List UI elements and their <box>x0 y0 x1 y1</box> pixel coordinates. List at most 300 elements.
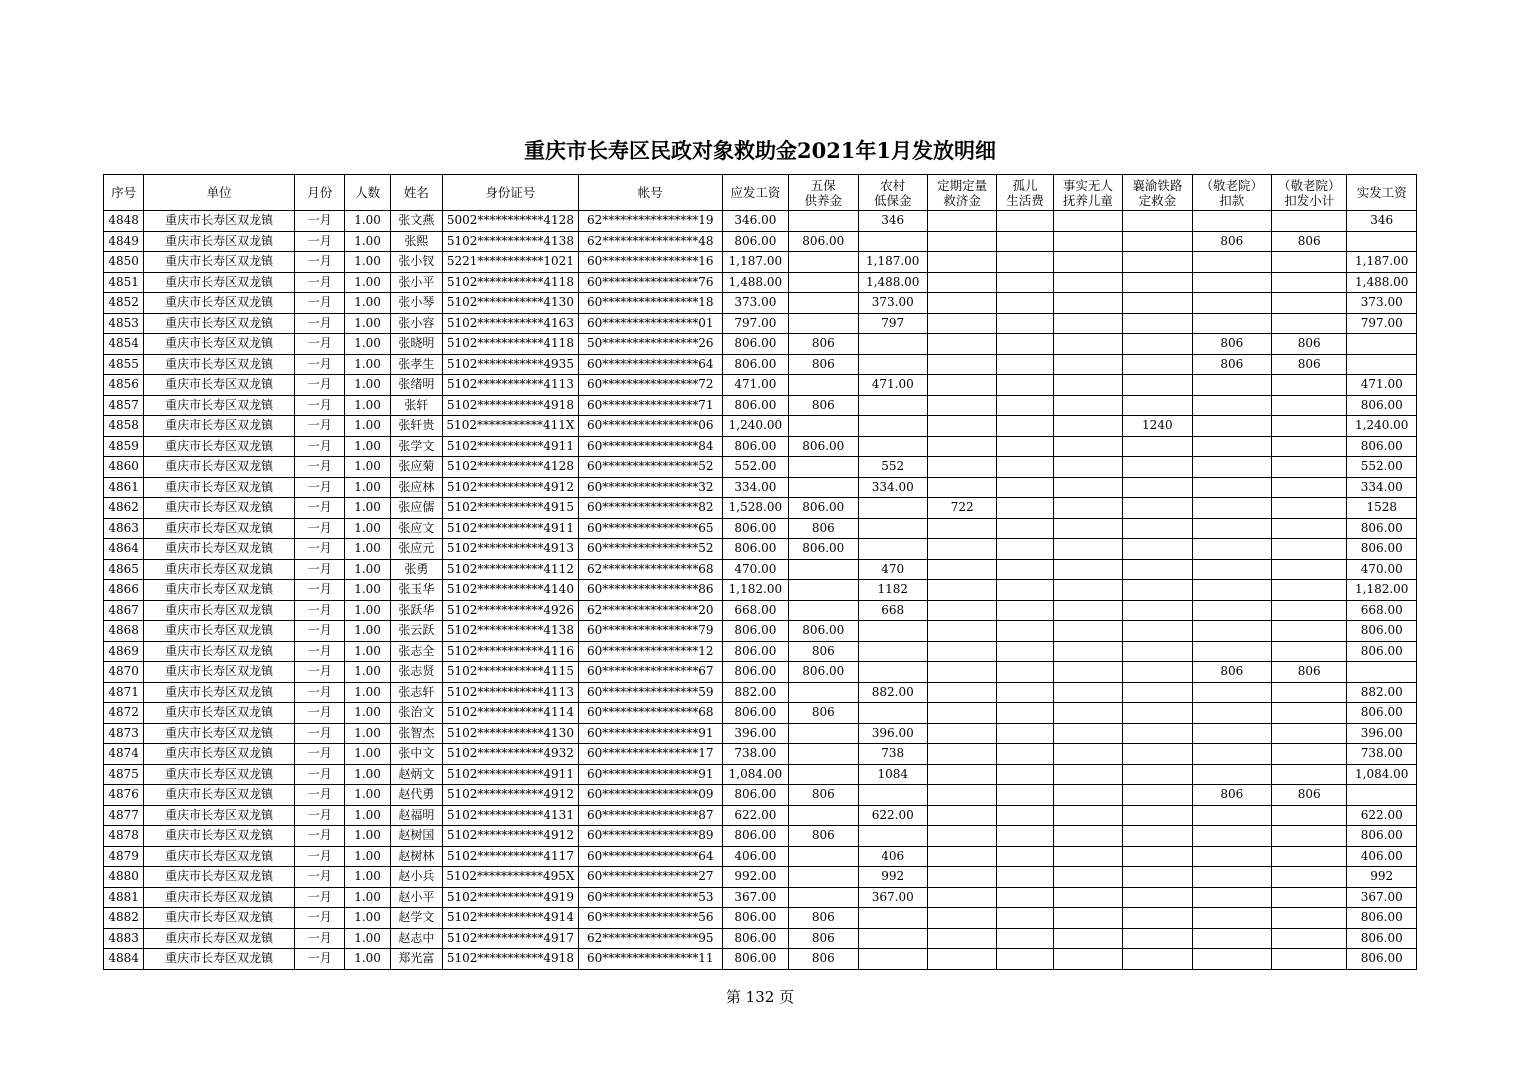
table-cell <box>927 826 996 847</box>
table-cell: 806 <box>1192 334 1271 355</box>
table-cell: 1.00 <box>345 928 390 949</box>
table-cell <box>997 252 1053 273</box>
table-cell: 重庆市长寿区双龙镇 <box>144 559 295 580</box>
table-cell: 5102***********4935 <box>443 354 579 375</box>
table-cell: 4867 <box>104 600 144 621</box>
table-row <box>104 703 1417 724</box>
table-cell <box>927 354 996 375</box>
table-cell <box>997 846 1053 867</box>
table-cell: 552 <box>858 457 927 478</box>
table-cell <box>1192 600 1271 621</box>
table-cell: 赵小兵 <box>390 867 442 888</box>
table-cell: 60****************87 <box>578 805 722 826</box>
table-cell <box>1123 436 1192 457</box>
table-cell <box>858 785 927 806</box>
table-cell <box>1123 641 1192 662</box>
table-cell: 1,187.00 <box>722 252 788 273</box>
table-cell <box>1053 949 1122 970</box>
table-cell <box>789 867 858 888</box>
table-cell <box>1123 559 1192 580</box>
table-cell: 1.00 <box>345 908 390 929</box>
table-cell: 张学文 <box>390 436 442 457</box>
table-cell: 471.00 <box>722 375 788 396</box>
table-cell: 806.00 <box>1347 518 1417 539</box>
table-cell <box>927 313 996 334</box>
table-cell: 5102***********4138 <box>443 231 579 252</box>
table-cell: 4877 <box>104 805 144 826</box>
table-cell <box>997 826 1053 847</box>
table-cell: 一月 <box>295 293 345 314</box>
table-cell: 重庆市长寿区双龙镇 <box>144 354 295 375</box>
table-cell: 一月 <box>295 744 345 765</box>
table-cell: 张志轩 <box>390 682 442 703</box>
table-cell <box>1192 928 1271 949</box>
table-cell <box>927 908 996 929</box>
table-cell <box>1192 395 1271 416</box>
table-cell: 一月 <box>295 518 345 539</box>
table-cell: 60****************06 <box>578 416 722 437</box>
table-cell: 5102***********4911 <box>443 764 579 785</box>
table-cell: 张文燕 <box>390 211 442 232</box>
table-cell: 重庆市长寿区双龙镇 <box>144 211 295 232</box>
table-cell: 5002***********4128 <box>443 211 579 232</box>
table-cell <box>1123 846 1192 867</box>
table-cell: 1,488.00 <box>722 272 788 293</box>
table-cell: 重庆市长寿区双龙镇 <box>144 826 295 847</box>
table-cell <box>997 354 1053 375</box>
table-cell: 806 <box>1192 662 1271 683</box>
column-header <box>104 175 144 211</box>
table-cell: 1.00 <box>345 867 390 888</box>
column-header-label: 低保金 <box>873 192 912 208</box>
table-cell: 张玉华 <box>390 580 442 601</box>
table-cell: 1.00 <box>345 539 390 560</box>
table-row <box>104 559 1417 580</box>
column-header-label: 姓名 <box>403 185 429 200</box>
table-cell: 重庆市长寿区双龙镇 <box>144 744 295 765</box>
table-cell: 5102***********4917 <box>443 928 579 949</box>
table-cell <box>1347 334 1417 355</box>
table-cell: 赵福明 <box>390 805 442 826</box>
table-cell: 1.00 <box>345 723 390 744</box>
table-cell: 992 <box>1347 867 1417 888</box>
table-cell: 一月 <box>295 764 345 785</box>
table-cell: 5102***********4163 <box>443 313 579 334</box>
table-cell: 1.00 <box>345 272 390 293</box>
table-cell: 5102***********4912 <box>443 477 579 498</box>
table-cell: 806.00 <box>722 436 788 457</box>
table-cell <box>1053 703 1122 724</box>
table-cell <box>927 887 996 908</box>
table-row <box>104 826 1417 847</box>
table-cell: 471.00 <box>858 375 927 396</box>
table-cell <box>927 662 996 683</box>
table-row <box>104 621 1417 642</box>
table-cell <box>1053 436 1122 457</box>
table-cell <box>1053 498 1122 519</box>
table-cell: 一月 <box>295 887 345 908</box>
table-cell <box>789 559 858 580</box>
table-cell <box>789 887 858 908</box>
table-cell: 738 <box>858 744 927 765</box>
table-cell <box>1347 354 1417 375</box>
table-cell <box>997 272 1053 293</box>
table-cell: 60****************65 <box>578 518 722 539</box>
table-cell: 396.00 <box>722 723 788 744</box>
table-cell <box>1192 621 1271 642</box>
table-cell: 806 <box>789 334 858 355</box>
table-cell: 60****************18 <box>578 293 722 314</box>
table-cell <box>1053 293 1122 314</box>
table-cell <box>1123 580 1192 601</box>
table-cell: 一月 <box>295 703 345 724</box>
table-cell: 1.00 <box>345 313 390 334</box>
table-cell <box>997 662 1053 683</box>
table-cell <box>1272 887 1347 908</box>
table-cell: 张跃华 <box>390 600 442 621</box>
table-cell <box>1123 867 1192 888</box>
column-header <box>1123 175 1192 211</box>
table-cell: 5102***********4113 <box>443 682 579 703</box>
table-cell: 806 <box>1192 354 1271 375</box>
column-header-label: 农村 <box>880 177 906 193</box>
table-cell: 4880 <box>104 867 144 888</box>
table-row <box>104 867 1417 888</box>
table-cell <box>1192 498 1271 519</box>
table-cell <box>1272 293 1347 314</box>
table-cell: 重庆市长寿区双龙镇 <box>144 518 295 539</box>
table-cell <box>1272 641 1347 662</box>
table-cell <box>1123 826 1192 847</box>
table-cell: 1.00 <box>345 785 390 806</box>
table-cell: 60****************67 <box>578 662 722 683</box>
table-cell: 4853 <box>104 313 144 334</box>
table-cell: 1.00 <box>345 682 390 703</box>
table-cell: 806.00 <box>722 703 788 724</box>
table-cell <box>858 354 927 375</box>
table-cell <box>1192 457 1271 478</box>
table-row <box>104 887 1417 908</box>
table-cell <box>1053 231 1122 252</box>
table-cell: 4862 <box>104 498 144 519</box>
table-cell: 4855 <box>104 354 144 375</box>
table-cell: 806 <box>1272 354 1347 375</box>
table-cell: 重庆市长寿区双龙镇 <box>144 313 295 334</box>
table-cell <box>927 395 996 416</box>
column-header <box>927 175 996 211</box>
table-cell: 5102***********4130 <box>443 293 579 314</box>
table-cell: 334.00 <box>858 477 927 498</box>
table-cell: 张绪明 <box>390 375 442 396</box>
table-cell <box>997 764 1053 785</box>
table-cell <box>1192 723 1271 744</box>
table-cell: 60****************01 <box>578 313 722 334</box>
table-cell <box>997 600 1053 621</box>
table-cell <box>1053 621 1122 642</box>
table-cell: 806.00 <box>789 539 858 560</box>
table-cell: 1.00 <box>345 395 390 416</box>
table-cell <box>1272 477 1347 498</box>
table-cell: 1.00 <box>345 211 390 232</box>
table-cell: 806 <box>1272 662 1347 683</box>
table-cell: 4859 <box>104 436 144 457</box>
table-cell: 张熙 <box>390 231 442 252</box>
table-cell: 重庆市长寿区双龙镇 <box>144 621 295 642</box>
table-cell <box>1053 580 1122 601</box>
table-cell <box>997 928 1053 949</box>
table-cell: 1.00 <box>345 375 390 396</box>
table-cell: 5102***********4912 <box>443 785 579 806</box>
table-cell: 4860 <box>104 457 144 478</box>
table-cell <box>1272 805 1347 826</box>
table-cell: 4854 <box>104 334 144 355</box>
table-cell <box>1123 334 1192 355</box>
table-cell: 一月 <box>295 498 345 519</box>
table-cell <box>997 498 1053 519</box>
table-cell <box>1272 621 1347 642</box>
table-cell <box>1192 887 1271 908</box>
table-cell <box>1123 231 1192 252</box>
table-cell: 60****************09 <box>578 785 722 806</box>
table-cell <box>927 559 996 580</box>
table-cell: 1.00 <box>345 334 390 355</box>
column-header-label: 救济金 <box>943 192 981 208</box>
table-cell: 重庆市长寿区双龙镇 <box>144 867 295 888</box>
column-header-label: 月份 <box>307 185 333 200</box>
table-cell <box>1272 395 1347 416</box>
table-cell: 806.00 <box>722 539 788 560</box>
table-cell: 50****************26 <box>578 334 722 355</box>
table-row <box>104 231 1417 252</box>
table-cell <box>927 621 996 642</box>
table-cell: 806 <box>1272 231 1347 252</box>
table-cell: 1,240.00 <box>722 416 788 437</box>
table-cell: 一月 <box>295 805 345 826</box>
table-cell <box>1123 621 1192 642</box>
table-cell <box>1272 744 1347 765</box>
table-cell: 重庆市长寿区双龙镇 <box>144 334 295 355</box>
table-cell: 60****************91 <box>578 764 722 785</box>
table-cell <box>1272 518 1347 539</box>
table-cell <box>1192 211 1271 232</box>
table-cell <box>1192 580 1271 601</box>
table-cell <box>1053 252 1122 273</box>
table-cell: 4858 <box>104 416 144 437</box>
column-header-label: 事实无人 <box>1062 177 1113 193</box>
table-cell: 一月 <box>295 539 345 560</box>
table-cell <box>1053 477 1122 498</box>
table-cell: 806.00 <box>722 334 788 355</box>
table-cell: 806.00 <box>1347 928 1417 949</box>
table-cell <box>997 457 1053 478</box>
table-cell <box>927 334 996 355</box>
table-cell: 346 <box>858 211 927 232</box>
table-cell: 60****************17 <box>578 744 722 765</box>
table-cell: 一月 <box>295 949 345 970</box>
table-cell: 806 <box>1272 785 1347 806</box>
table-cell: 重庆市长寿区双龙镇 <box>144 887 295 908</box>
table-cell <box>1053 785 1122 806</box>
table-cell <box>1123 928 1192 949</box>
table-cell: 赵小平 <box>390 887 442 908</box>
table-cell <box>1192 518 1271 539</box>
table-cell <box>1272 867 1347 888</box>
table-cell: 1.00 <box>345 354 390 375</box>
table-cell: 一月 <box>295 436 345 457</box>
table-cell: 一月 <box>295 375 345 396</box>
table-cell: 396.00 <box>1347 723 1417 744</box>
table-cell: 334.00 <box>722 477 788 498</box>
table-cell: 5102***********4118 <box>443 334 579 355</box>
column-header-label: 定期定量 <box>937 177 988 193</box>
table-cell <box>1192 416 1271 437</box>
table-cell: 4873 <box>104 723 144 744</box>
table-cell <box>858 641 927 662</box>
table-cell: 4884 <box>104 949 144 970</box>
table-cell: 60****************12 <box>578 641 722 662</box>
table-cell: 郑光富 <box>390 949 442 970</box>
table-cell: 5102***********4138 <box>443 621 579 642</box>
table-row <box>104 723 1417 744</box>
table-cell: 5102***********4115 <box>443 662 579 683</box>
table-cell: 4863 <box>104 518 144 539</box>
table-cell: 张小钗 <box>390 252 442 273</box>
table-cell: 806.00 <box>722 231 788 252</box>
table-cell: 一月 <box>295 211 345 232</box>
table-cell: 1.00 <box>345 416 390 437</box>
column-header-label: 实发工资 <box>1356 185 1407 200</box>
table-row <box>104 498 1417 519</box>
table-cell <box>1053 662 1122 683</box>
column-header-label: 孤儿 <box>1012 177 1038 193</box>
table-row <box>104 416 1417 437</box>
table-row <box>104 252 1417 273</box>
table-cell <box>997 908 1053 929</box>
table-cell: 668 <box>858 600 927 621</box>
table-cell: 4856 <box>104 375 144 396</box>
table-row <box>104 928 1417 949</box>
table-cell: 60****************16 <box>578 252 722 273</box>
column-header-label: 人数 <box>355 185 381 200</box>
table-cell <box>1123 272 1192 293</box>
table-cell <box>789 682 858 703</box>
table-row <box>104 744 1417 765</box>
table-cell: 5102***********495X <box>443 867 579 888</box>
table-cell: 1.00 <box>345 231 390 252</box>
table-cell: 1.00 <box>345 498 390 519</box>
table-cell: 406.00 <box>1347 846 1417 867</box>
table-cell <box>1123 764 1192 785</box>
table-cell: 张应林 <box>390 477 442 498</box>
table-row <box>104 457 1417 478</box>
table-cell: 1.00 <box>345 744 390 765</box>
table-cell: 346 <box>1347 211 1417 232</box>
table-cell <box>858 498 927 519</box>
table-cell <box>997 395 1053 416</box>
table-cell <box>1192 744 1271 765</box>
table-cell <box>927 682 996 703</box>
table-cell: 张应儒 <box>390 498 442 519</box>
column-header-label: 生活费 <box>1006 192 1044 208</box>
table-cell: 806 <box>1192 785 1271 806</box>
table-cell <box>1272 313 1347 334</box>
table-cell: 62****************68 <box>578 559 722 580</box>
table-cell <box>1192 867 1271 888</box>
table-cell: 4850 <box>104 252 144 273</box>
table-cell: 1,187.00 <box>858 252 927 273</box>
table-cell: 1.00 <box>345 805 390 826</box>
table-cell <box>1272 457 1347 478</box>
table-cell: 797 <box>858 313 927 334</box>
table-cell: 60****************72 <box>578 375 722 396</box>
table-cell <box>789 600 858 621</box>
table-cell: 1.00 <box>345 436 390 457</box>
table-cell: 一月 <box>295 272 345 293</box>
table-cell: 张云跃 <box>390 621 442 642</box>
column-header <box>578 175 722 211</box>
table-cell: 5102***********4914 <box>443 908 579 929</box>
table-cell <box>1123 703 1192 724</box>
table-cell <box>1053 928 1122 949</box>
table-cell: 4864 <box>104 539 144 560</box>
table-cell <box>1192 682 1271 703</box>
table-cell: 5102***********4915 <box>443 498 579 519</box>
table-cell <box>997 293 1053 314</box>
table-cell: 4865 <box>104 559 144 580</box>
table-cell: 373.00 <box>1347 293 1417 314</box>
table-cell <box>1053 723 1122 744</box>
table-cell: 1.00 <box>345 703 390 724</box>
table-cell <box>1123 252 1192 273</box>
table-cell: 1.00 <box>345 826 390 847</box>
table-cell <box>1053 272 1122 293</box>
table-cell: 一月 <box>295 416 345 437</box>
table-cell <box>1272 764 1347 785</box>
table-row <box>104 764 1417 785</box>
column-header <box>1347 175 1417 211</box>
column-header <box>1053 175 1122 211</box>
table-cell: 4881 <box>104 887 144 908</box>
table-cell: 806.00 <box>722 662 788 683</box>
table-row <box>104 908 1417 929</box>
table-cell: 重庆市长寿区双龙镇 <box>144 805 295 826</box>
table-cell <box>1123 457 1192 478</box>
table-cell: 806.00 <box>1347 436 1417 457</box>
table-cell <box>789 764 858 785</box>
table-cell <box>997 682 1053 703</box>
table-cell: 5102***********4112 <box>443 559 579 580</box>
table-cell: 重庆市长寿区双龙镇 <box>144 375 295 396</box>
table-cell <box>1053 600 1122 621</box>
table-cell: 1.00 <box>345 846 390 867</box>
table-cell: 882.00 <box>1347 682 1417 703</box>
table-cell: 一月 <box>295 457 345 478</box>
table-cell <box>1123 908 1192 929</box>
table-cell <box>927 764 996 785</box>
table-cell: 张治文 <box>390 703 442 724</box>
table-cell: 60****************91 <box>578 723 722 744</box>
table-cell <box>1123 498 1192 519</box>
table-cell: 62****************20 <box>578 600 722 621</box>
table-cell: 1.00 <box>345 559 390 580</box>
table-cell: 4848 <box>104 211 144 232</box>
table-cell <box>927 518 996 539</box>
table-cell: 1.00 <box>345 252 390 273</box>
table-cell <box>927 436 996 457</box>
table-cell <box>1123 211 1192 232</box>
table-cell <box>1053 559 1122 580</box>
table-cell: 62****************19 <box>578 211 722 232</box>
